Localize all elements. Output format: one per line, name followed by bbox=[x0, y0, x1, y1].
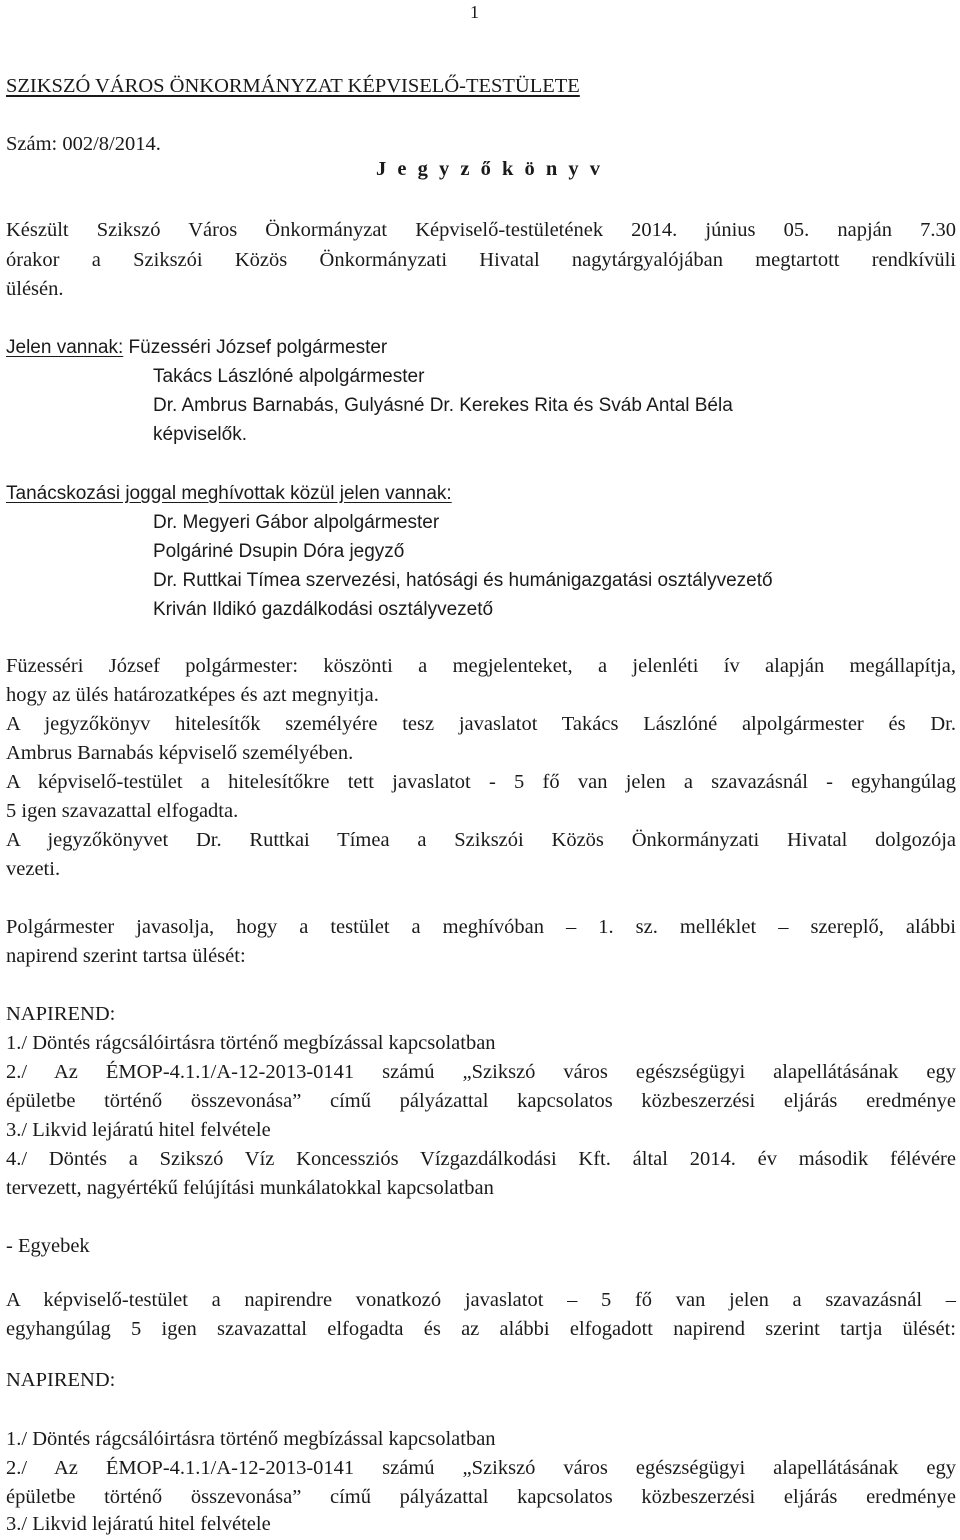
advisory-member: Dr. Ruttkai Tímea szervezési, hatósági és humánigazgatási osztályvezető bbox=[153, 570, 773, 591]
proposal-line: Polgármester javasolja, hogy a testület a meghívóban – 1. sz. melléklet – szereplő, alábbi bbox=[6, 916, 956, 938]
opening-line: A képviselő-testület a hitelesítőkre tett javaslatot - 5 fő van jelen a szavazásnál - egyhangúlag bbox=[6, 771, 956, 793]
page-number: 1 bbox=[470, 2, 479, 22]
agenda-item: 2./ Az ÉMOP-4.1.1/A-12-2013-0141 számú „Szikszó város egészségügyi alapellátásának egy bbox=[6, 1061, 956, 1083]
document-title: J e g y z ő k ö n y v bbox=[376, 158, 603, 180]
opening-line: A jegyzőkönyvet Dr. Ruttkai Tímea a Szikszói Közös Önkormányzati Hivatal dolgozója bbox=[6, 829, 956, 851]
acceptance-line: A képviselő-testület a napirendre vonatkozó javaslatot – 5 fő van jelen a szavazásnál – bbox=[6, 1289, 956, 1311]
advisory-member: Polgáriné Dsupin Dóra jegyző bbox=[153, 541, 405, 562]
agenda-item: tervezett, nagyértékű felújítási munkálatokkal kapcsolatban bbox=[6, 1177, 494, 1199]
acceptance-line: egyhangúlag 5 igen szavazattal elfogadta és az alábbi elfogadott napirend szerint tartja ülését: bbox=[6, 1318, 956, 1340]
agenda-item: 2./ Az ÉMOP-4.1.1/A-12-2013-0141 számú „Szikszó város egészségügyi alapellátásának egy bbox=[6, 1457, 956, 1479]
intro-line: órakor a Szikszói Közös Önkormányzati Hivatal nagytárgyalójában megtartott rendkívüli bbox=[6, 249, 956, 271]
advisory-label: Tanácskozási joggal meghívottak közül jelen vannak: bbox=[6, 483, 452, 504]
present-member: Takács Lászlóné alpolgármester bbox=[153, 366, 425, 387]
agenda-item: 1./ Döntés rágcsálóirtásra történő megbízással kapcsolatban bbox=[6, 1032, 496, 1054]
present-member: Dr. Ambrus Barnabás, Gulyásné Dr. Kerekes Rita és Sváb Antal Béla bbox=[153, 395, 733, 416]
advisory-member: Dr. Megyeri Gábor alpolgármester bbox=[153, 512, 440, 533]
opening-line: hogy az ülés határozatképes és azt megnyitja. bbox=[6, 684, 379, 706]
council-heading: SZIKSZÓ VÁROS ÖNKORMÁNYZAT KÉPVISELŐ-TESTÜLETE bbox=[6, 75, 580, 97]
intro-line: ülésén. bbox=[6, 278, 64, 300]
agenda-item: 3./ Likvid lejáratú hitel felvétele bbox=[6, 1513, 271, 1535]
proposal-line: napirend szerint tartsa ülését: bbox=[6, 945, 246, 967]
present-member: képviselők. bbox=[153, 424, 247, 445]
opening-line: A jegyzőkönyv hitelesítők személyére tesz javaslatot Takács Lászlóné alpolgármester és Dr. bbox=[6, 713, 956, 735]
opening-line: 5 igen szavazattal elfogadta. bbox=[6, 800, 239, 822]
present-label: Jelen vannak: bbox=[6, 337, 124, 358]
agenda-item: 4./ Döntés a Szikszó Víz Koncessziós Vízgazdálkodási Kft. által 2014. év második félévére bbox=[6, 1148, 956, 1170]
present-member: Füzesséri József polgármester bbox=[128, 337, 388, 358]
agenda-item: 3./ Likvid lejáratú hitel felvétele bbox=[6, 1119, 271, 1141]
present-block bbox=[6, 333, 387, 362]
opening-line: vezeti. bbox=[6, 858, 61, 880]
agenda-item: 1./ Döntés rágcsálóirtásra történő megbízással kapcsolatban bbox=[6, 1428, 496, 1450]
opening-line: Ambrus Barnabás képviselő személyében. bbox=[6, 742, 354, 764]
agenda-other: - Egyebek bbox=[6, 1235, 90, 1257]
agenda-label: NAPIREND: bbox=[6, 1003, 116, 1025]
agenda-item: épületbe történő összevonása” című pályázattal kapcsolatos közbeszerzési eljárás eredménye bbox=[6, 1486, 956, 1508]
opening-line: Füzesséri József polgármester: köszönti a megjelenteket, a jelenléti ív alapján megállapítja, bbox=[6, 655, 956, 677]
advisory-member: Kriván Ildikó gazdálkodási osztályvezető bbox=[153, 599, 494, 620]
intro-line: Készült Szikszó Város Önkormányzat Képviselő-testületének 2014. június 05. napján 7.30 bbox=[6, 219, 956, 241]
agenda-label: NAPIREND: bbox=[6, 1369, 116, 1391]
document-number: Szám: 002/8/2014. bbox=[6, 133, 161, 155]
agenda-item: épületbe történő összevonása” című pályázattal kapcsolatos közbeszerzési eljárás eredménye bbox=[6, 1090, 956, 1112]
